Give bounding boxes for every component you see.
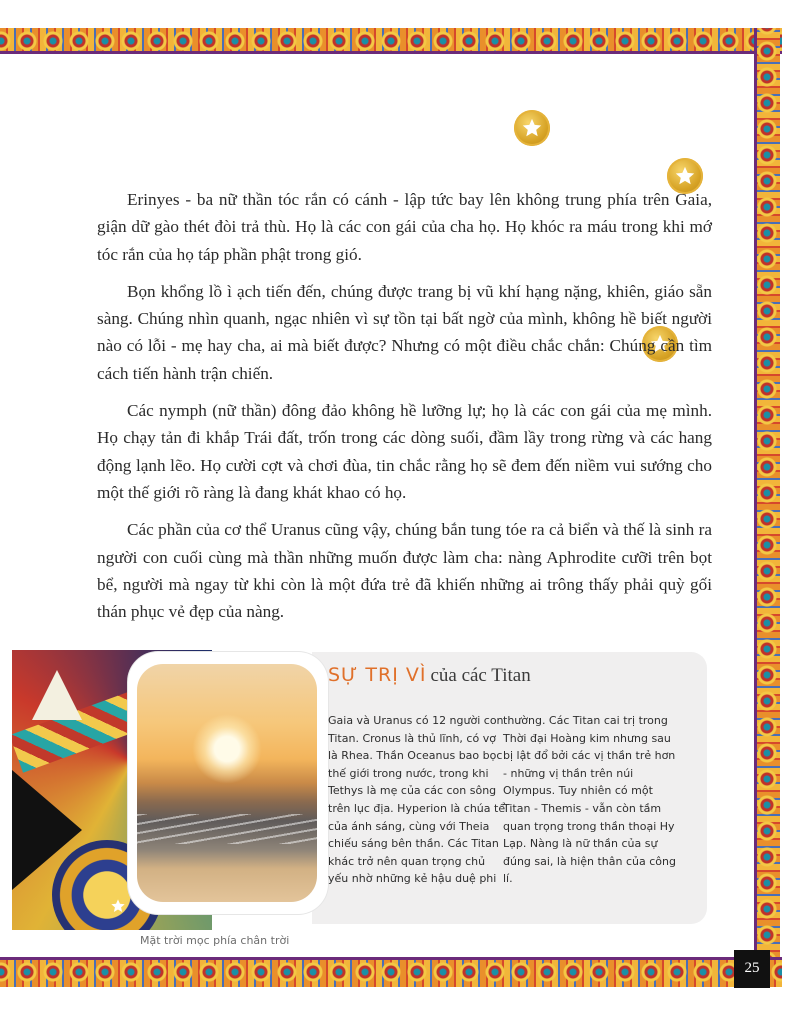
- sidebar-title-highlight: SỰ TRỊ VÌ: [328, 664, 427, 686]
- sunrise-photo: [137, 664, 317, 902]
- gold-star-icon: [514, 110, 550, 146]
- decorative-border-bottom: [0, 957, 782, 987]
- paragraph-erinyes: Erinyes - ba nữ thần tóc rắn có cánh - lập tức bay lên không trung phía trên Gaia, giận dữ gào thét đòi trả thù. Họ là các con gái của cha họ. Họ khóc ra máu trong khi mớ tóc rắn của họ táp phần phật trong gió.: [97, 190, 712, 264]
- white-star-icon: [110, 898, 126, 914]
- paragraph-giants: Bọn khổng lồ ì ạch tiến đến, chúng được trang bị vũ khí hạng nặng, khiên, giáo sẵn sàng. Chúng nhìn quanh, ngạc nhiên vì sự tồn tại bất ngờ của mình, không hề biết người nào có lỗi - mẹ hay cha, ai mà biết được? Nhưng có một điều chắc chắn: Chúng cần tìm cách tiến hành trận chiến.: [97, 281, 712, 383]
- decorative-border-top: [0, 28, 782, 54]
- sidebar-column-left: Gaia và Uranus có 12 người con Titan. Cronus là thủ lĩnh, có vợ là Rhea. Thần Oceanus bao bọc thế giới trong nước, trong khi Tethys là mẹ của các con sông trên lục địa. Hyperion là chúa tể của ánh sáng, cùng với Theia chiếu sáng bên thần. Các Titan khác trở nên quan trọng chủ yếu nhờ những kẻ hậu duệ phi: [328, 714, 506, 886]
- decorative-border-right: [754, 28, 780, 958]
- paragraph-aphrodite: Các phần của cơ thể Uranus cũng vậy, chúng bắn tung tóe ra cả biển và thế là sinh ra người con cuối cùng mà thần những muốn được làm cha: nàng Aphrodite cưỡi trên bọt bể, người mà ngay từ khi còn là một đứa trẻ đã khiến những ai trông thấy phải quỳ gối thán phục vẻ đẹp của nàng.: [97, 520, 712, 622]
- sidebar-title: [328, 664, 531, 687]
- story-text: [97, 186, 712, 635]
- sunrise-photo-frame: [128, 652, 328, 914]
- page-number: 25: [744, 960, 760, 976]
- paragraph-nymphs: Các nymph (nữ thần) đông đảo không hề lưỡng lự; họ là các con gái của mẹ mình. Họ chạy tản đi khắp Trái đất, trốn trong các dòng suối, đầm lầy trong rừng và các hang động lạnh lẽo. Họ cười cợt và chơi đùa, tin chắc rằng họ sẽ đem đến niềm vui sướng cho một thế giới rõ ràng là đang khát khao có họ.: [97, 401, 712, 502]
- sidebar-column-right: thường. Các Titan cai trị trong Thời đại Hoàng kim nhưng sau bị lật đổ bởi các vị thần trẻ hơn - những vị thần trên núi Olympus. Tuy nhiên có một Titan - Themis - vẫn còn tầm quan trọng trong thần thoại Hy Lạp. Nàng là nữ thần của sự đúng sai, là hiện thân của công lí.: [503, 714, 676, 886]
- sidebar-title-rest: của các Titan: [430, 665, 531, 686]
- photo-caption: Mặt trời mọc phía chân trời: [140, 934, 290, 947]
